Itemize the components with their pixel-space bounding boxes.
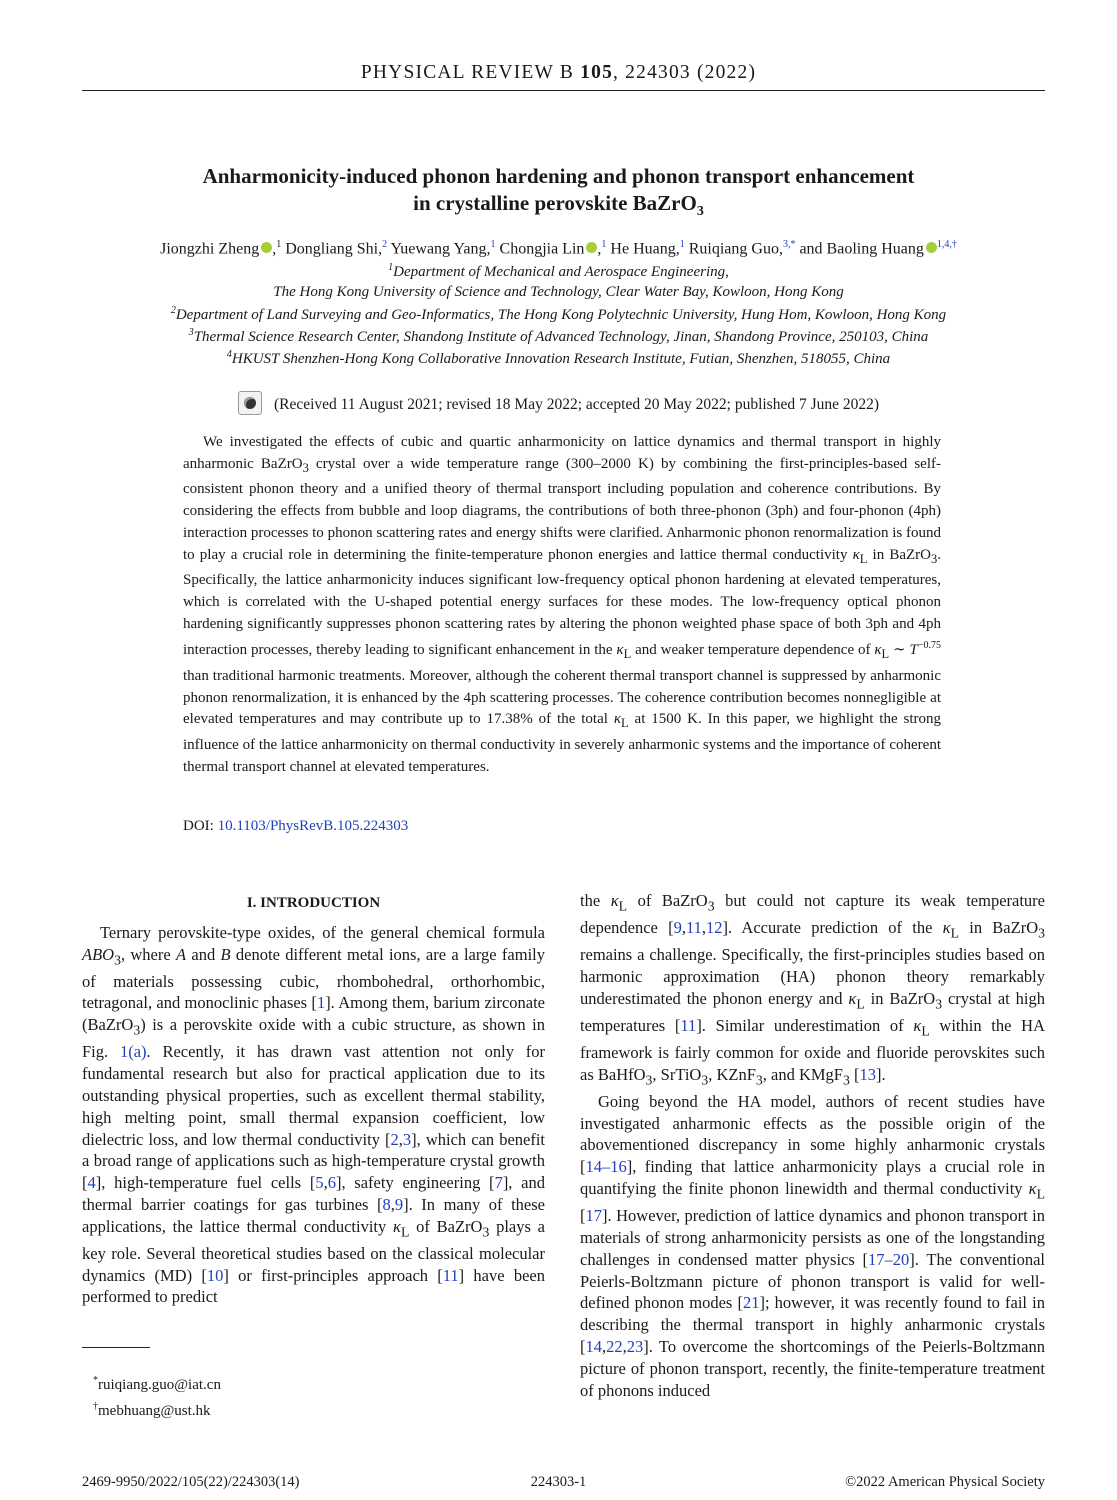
footnotes: *ruiqiang.guo@iat.cn †mebhuang@ust.hk xyxy=(93,1375,221,1419)
check-for-updates-icon[interactable] xyxy=(238,391,262,415)
author: He Huang xyxy=(610,240,676,258)
author: Jiongzhi Zheng xyxy=(160,240,260,258)
affiliation-1-cont: The Hong Kong University of Science and Technology, Clear Water Bay, Kowloon, Hong Kong xyxy=(273,284,844,300)
abstract: We investigated the effects of cubic and quartic anharmonicity on lattice dynamics and thermal transport in highly anharmonic BaZrO$_3$ crystal over a wide temperature range (300–2000 K) by combining the first-principles-based self-consistent phonon theory and a unified theory of thermal transport including population and coherence contributions. By considering the effects from bubble and loop diagrams, the contributions of both three-phonon (3ph) and four-phonon (4ph) interaction processes to phonon scattering rates and energy shifts were clarified. Anharmonic phonon renormalization is found to play a crucial role in determining the finite-temperature phonon energies and lattice thermal conductivity $\kappa_L$ in BaZrO$_3$. Specifically, the lattice anharmonicity induces significant low-frequency optical phonon hardening at elevated temperatures, which is correlated with the U-shaped potential energy surfaces for these modes. The low-frequency optical phonon hardening significantly suppresses phonon scattering rates by altering the phonon weighted phase space of both 3ph and 4ph interaction processes, thereby leading to significant enhancement in the $\kappa_L$ and weaker temperature dependence of $\kappa_L$ ∼ $T^{-0.75}$ than traditional harmonic treatments. Moreover, although the coherent thermal transport channel is suppressed by anharmonic phonon renormalization, it is enhanced by the 4ph scattering processes. The coherence contribution becomes nonnegligible at elevated temperatures and may contribute up to 17.38% of the total $\kappa_L$ at 1500 K. In this paper, we highlight the strong influence of the lattice anharmonicity on thermal conductivity in severely anharmonic systems and the importance of coherent thermal transport channel at elevated temperatures. xyxy=(183,434,941,775)
left-column xyxy=(82,893,545,1308)
affiliation-1: $^1$Department of Mechanical and Aerospace Engineering, xyxy=(388,262,729,280)
received-dates: (Received 11 August 2021; revised 18 May 2022; accepted 20 May 2022; published 7 June 2022) xyxy=(0,391,1117,415)
author: Baoling Huang xyxy=(826,240,924,258)
author: Dongliang Shi xyxy=(285,240,379,258)
doi: DOI: 10.1103/PhysRevB.105.224303 xyxy=(183,818,409,834)
orcid-icon[interactable] xyxy=(926,242,937,253)
footnote-rule xyxy=(82,1347,150,1348)
footer-issn: 2469-9950/2022/105(22)/224303(14) xyxy=(82,1474,300,1490)
email-link[interactable]: ruiqiang.guo@iat.cn xyxy=(98,1377,221,1393)
footer-page-number: 224303-1 xyxy=(530,1474,587,1490)
section-heading: I. INTRODUCTION xyxy=(246,895,381,911)
paragraph: the $\kappa_L$ of BaZrO$_3$ but could not capture its weak temperature dependence [9,11,12]. Accurate prediction of the $\kappa_L$ in BaZrO$_3$ remains a challenge. Specifically, the first-principles studies based on harmonic approximation (HA) phonon theory remarkably underestimated the phonon energy and $\kappa_L$ in BaZrO$_3$ crystal at high temperatures [11]. Similar underestimation of $\kappa_L$ within the HA framework is fairly common for oxide and fluoride perovskites such as BaHfO$_3$, SrTiO$_3$, KZnF$_3$, and KMgF$_3$ [13]. xyxy=(580,891,1045,1088)
orcid-icon[interactable] xyxy=(261,242,272,253)
header-rule xyxy=(82,90,1045,91)
affiliation-4: $^4$HKUST Shenzhen-Hong Kong Collaborative Innovation Research Institute, Futian, Shenzhen, 518055, China xyxy=(226,349,891,367)
author: Chongjia Lin xyxy=(499,240,585,258)
doi-link[interactable]: 10.1103/PhysRevB.105.224303 xyxy=(217,818,409,834)
affiliation-3: $^3$Thermal Science Research Center, Shandong Institute of Advanced Technology, Jinan, Shandong Province, 250103, China xyxy=(188,327,929,345)
paragraph: Ternary perovskite-type oxides, of the general chemical formula $ABO_3$, where A and B denote different metal ions, are a large family of materials possessing cubic, rhombohedral, orthorhombic, tetragonal, and monoclinic phases [1]. Among them, barium zirconate (BaZrO$_3$) is a perovskite oxide with a cubic structure, as shown in Fig. 1(a). Recently, it has drawn vast attention not only for fundamental research but also for practical application due to its outstanding physical properties, such as excellent thermal stability, high melting point, small thermal expansion coefficient, low dielectric loss, and low thermal conductivity [2,3], which can benefit a broad range of applications such as high-temperature crystal growth [4], high-temperature fuel cells [5,6], safety engineering [7], and thermal barrier coatings for gas turbines [8,9]. In many of these applications, the lattice thermal conductivity $\kappa_L$ of BaZrO$_3$ plays a key role. Several theoretical studies based on the classical molecular dynamics (MD) [10] or first-principles approach [11] have been performed to predict xyxy=(82,922,546,1307)
footer-copyright: ©2022 American Physical Society xyxy=(845,1474,1045,1490)
journal-header: PHYSICAL REVIEW B 105, 224303 (2022) xyxy=(360,62,757,83)
paragraph: Going beyond the HA model, authors of recent studies have investigated anharmonic effects as the possible origin of the abovementioned discrepancy in some highly anharmonic crystals [14–16], finding that lattice anharmonicity plays a crucial role in quantifying the finite phonon linewidth and thermal conductivity $\kappa_L$ [17]. However, prediction of lattice dynamics and phonon transport in materials of strong anharmonicity persists as one of the longstanding challenges in condensed matter physics [17–20]. The conventional Peierls-Boltzmann picture of phonon transport is valid for well-defined phonon modes [21]; however, it was recently found to fail in describing the thermal transport in highly anharmonic crystals [14,22,23]. To overcome the shortcomings of the Peierls-Boltzmann picture of phonon transport, recently, the finite-temperature treatment of phonons induced xyxy=(580,1091,1046,1400)
email-link[interactable]: mebhuang@ust.hk xyxy=(98,1403,211,1419)
author-list: Jiongzhi Zheng ,$^1$ Dongliang Shi,$^2$ Yuewang Yang,$^1$ Chongjia Lin ,$^1$ He Huang,$^1$ Ruiqiang Guo,$^{3,*}$ and Baoling Huang $^{1,4,\dagger}$ xyxy=(160,239,957,258)
orcid-icon[interactable] xyxy=(586,242,597,253)
figure-link[interactable]: 1(a) xyxy=(119,1042,147,1062)
right-column xyxy=(580,890,1045,1401)
paper-title: Anharmonicity-induced phonon hardening and phonon transport enhancement in crystalline perovskite BaZrO$_3$ xyxy=(202,164,915,220)
affiliation-2: $^2$Department of Land Surveying and Geo-Informatics, The Hong Kong Polytechnic University, Hung Hom, Kowloon, Hong Kong xyxy=(170,305,947,323)
author: Ruiqiang Guo xyxy=(688,240,779,258)
author: Yuewang Yang xyxy=(390,240,487,258)
